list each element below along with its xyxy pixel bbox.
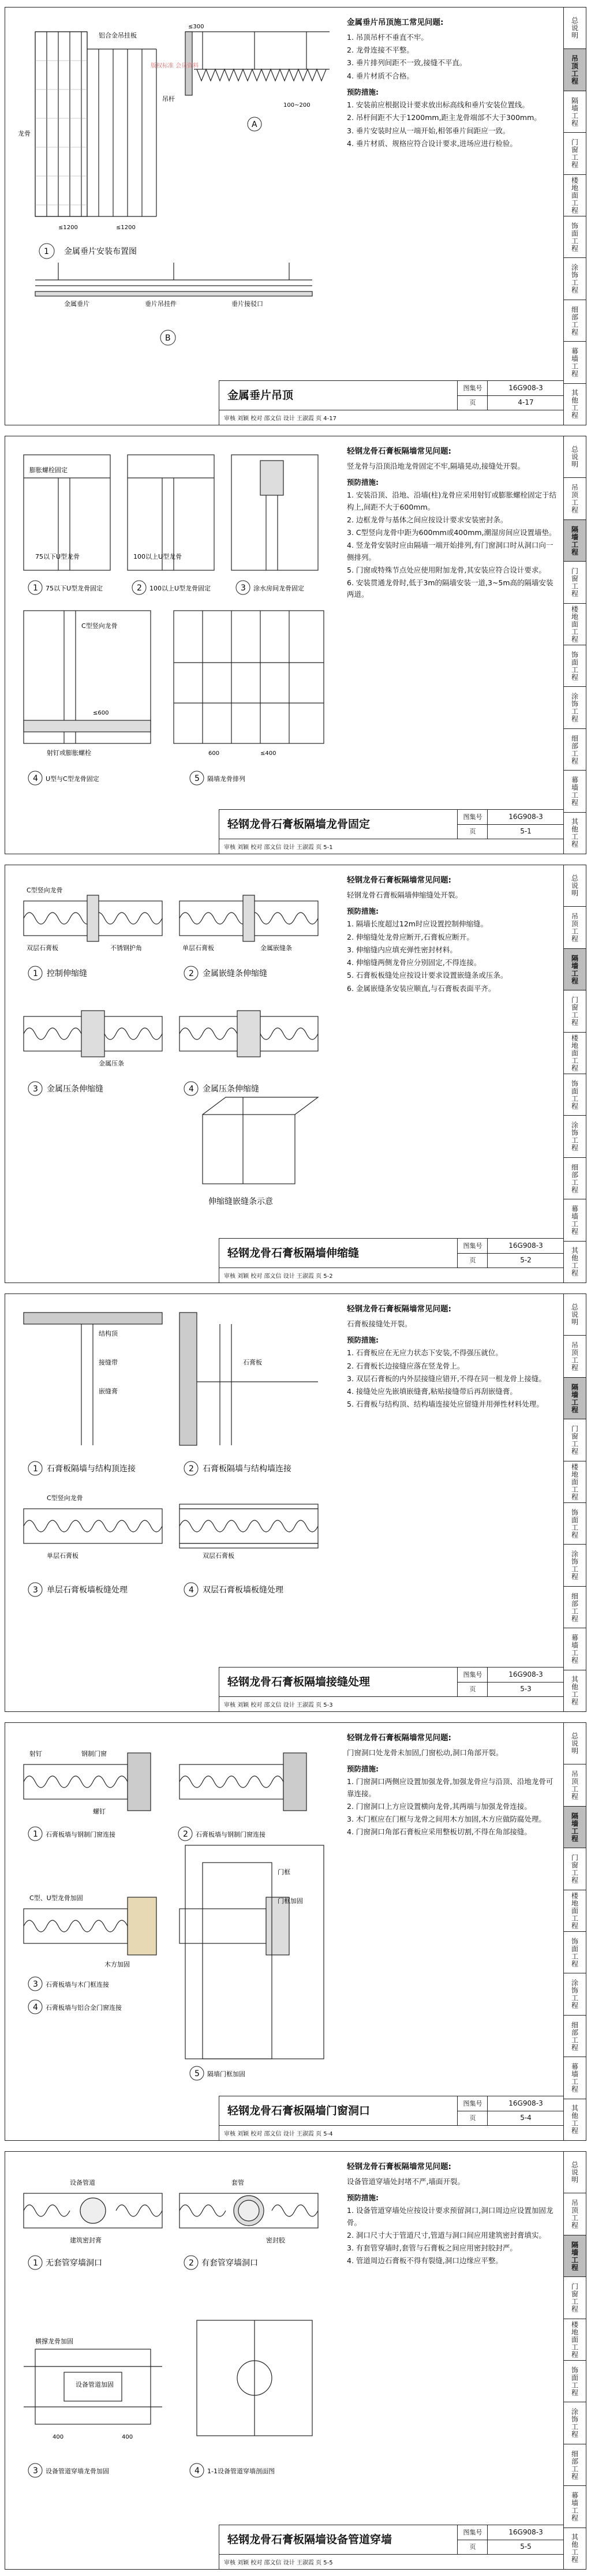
svg-text:3: 3 <box>33 1980 38 1989</box>
s1-note-3: 3. 垂片排列间距不一致,接缝不平直。 <box>347 58 467 68</box>
drawing-sheet-4 <box>5 1293 586 1712</box>
svg-text:2: 2 <box>189 2259 194 2268</box>
s3-label-atlas: 图集号 <box>457 1239 488 1254</box>
svg-text:4: 4 <box>33 2003 38 2012</box>
svg-text:4: 4 <box>189 1085 194 1094</box>
sheet-6-tabs <box>563 2152 586 2569</box>
s5-prevention-2: 2. 门窗洞口上方应设置横向龙骨,其两端与加强龙骨连接。 <box>347 1801 532 1811</box>
sheet-2-drawing <box>12 443 335 804</box>
s2-tab-1: 吊顶工程 <box>564 478 586 519</box>
s4-caption-4: 双层石膏板墙板缝处理 <box>203 1586 283 1595</box>
s1-label-panel: 金属垂片 <box>64 300 89 308</box>
s3-prevention-2: 2. 伸缩缝处龙骨应断开,石膏板应断开。 <box>347 932 474 941</box>
s2-label-page: 页 <box>457 824 488 839</box>
s4-label-single: 单层石膏板 <box>47 1552 78 1560</box>
s1-watermark: 版权标准 会员资料 <box>151 63 199 69</box>
svg-text:2: 2 <box>137 584 142 593</box>
s6-label-seal-paste: 建筑密封膏 <box>70 2237 102 2244</box>
s1-tab-4: 楼地面工程 <box>564 175 586 216</box>
s4-label-page: 页 <box>457 1682 488 1696</box>
s2-prevention-5: 5. 门窗或特殊节点处应使用附加龙骨,其安装应符合设计要求。 <box>347 565 546 574</box>
s4-label-board: 石膏板 <box>243 1359 262 1366</box>
s2-prevention-6: 6. 安装贯通龙骨时,低于3m的隔墙安装一道,3~5m高的隔墙安装两道。 <box>347 578 553 599</box>
sheet-5-figure <box>12 1730 335 2088</box>
s3-tab-3: 门窗工程 <box>564 990 586 1032</box>
s2-label-u75: 75以下U型龙骨 <box>35 553 80 560</box>
s5-caption-3: 石膏板墙与木门框连接 <box>46 1981 109 1988</box>
svg-text:1: 1 <box>33 2259 38 2268</box>
s1-caption-1: 金属垂片安装布置图 <box>64 247 137 256</box>
s1-atlas-no: 16G908-3 <box>487 381 564 396</box>
s4-prevention-5: 5. 石膏板与结构顶、结构墙连接处应留缝并用弹性材料处理。 <box>347 1400 544 1409</box>
s2-tab-9: 其他工程 <box>570 818 579 848</box>
s3-label-single: 单层石膏板 <box>182 944 214 952</box>
s2-label-u100: 100以上U型龙骨 <box>133 553 182 560</box>
s3-caption-1: 控制伸缩缝 <box>47 969 87 978</box>
s2-label-bolt: 膨胀螺栓固定 <box>29 466 68 474</box>
sheet-6-title-block <box>219 2525 564 2569</box>
s5-signature: 审核 刘颖 校对 邵文信 设计 王淑霞 页 5-4 <box>224 2131 333 2137</box>
s6-tab-4: 楼地面工程 <box>564 2319 586 2361</box>
s4-title: 轻钢龙骨石膏板隔墙接缝处理 <box>227 1676 371 1688</box>
s2-tab-8: 幕墙工程 <box>564 771 586 812</box>
s1-label-atlas: 图集号 <box>457 381 488 396</box>
s6-tab-5: 饰面工程 <box>564 2361 586 2402</box>
s4-notes-heading: 轻钢龙骨石膏板隔墙常见问题: <box>347 1304 451 1314</box>
s4-caption-1: 石膏板隔墙与结构顶连接 <box>47 1464 136 1474</box>
svg-text:2: 2 <box>189 969 194 978</box>
sheet-2-figure <box>12 443 335 801</box>
s2-dim-600a: ≤600 <box>93 710 109 716</box>
s6-caption-4: 1-1设备管道穿墙剖面图 <box>207 2467 275 2475</box>
sheet-3-tabs <box>563 865 586 1283</box>
s4-label-atlas: 图集号 <box>457 1668 488 1683</box>
s6-notes-heading: 轻钢龙骨石膏板隔墙常见问题: <box>347 2162 451 2171</box>
s6-title: 轻钢龙骨石膏板隔墙设备管道穿墙 <box>227 2533 392 2546</box>
s4-tab-8: 幕墙工程 <box>564 1628 586 1670</box>
s2-signature: 审核 刘颖 校对 邵文信 设计 王淑霞 页 5-1 <box>224 844 333 851</box>
s2-tab-7: 细部工程 <box>564 729 586 771</box>
s5-tab-5: 饰面工程 <box>564 1932 586 1973</box>
s3-label-c: C型竖向龙骨 <box>27 887 63 894</box>
s5-caption-5: 隔墙门框加固 <box>207 2070 245 2078</box>
svg-text:3: 3 <box>33 1586 38 1595</box>
s2-tab-0: 总说明 <box>564 436 586 478</box>
s1-note-4: 4. 垂片材质不合格。 <box>347 71 414 80</box>
drawing-sheet-5 <box>5 1722 586 2141</box>
s4-label-tape: 接缝带 <box>99 1359 118 1366</box>
s1-prevention-1: 1. 安装前应根据设计要求放出标高线和垂片安装位置线。 <box>347 100 529 110</box>
s5-notes-heading: 轻钢龙骨石膏板隔墙常见问题: <box>347 1733 451 1743</box>
s1-title: 金属垂片吊顶 <box>227 389 294 402</box>
s4-prevention-2: 2. 石膏板长边接缝应落在竖龙骨上。 <box>347 1361 465 1370</box>
svg-text:3: 3 <box>241 584 246 593</box>
s1-tab-3: 门窗工程 <box>564 133 586 174</box>
s6-tab-0: 总说明 <box>564 2152 586 2193</box>
s2-tab-6: 涂饰工程 <box>564 687 586 728</box>
s6-label-page: 页 <box>457 2540 488 2554</box>
s5-label-frame-reinf: 门框加固 <box>278 1897 303 1905</box>
s6-tab-6: 涂饰工程 <box>564 2402 586 2444</box>
s5-note-1: 门窗洞口处龙骨未加固,门窗松动,洞口角部开裂。 <box>347 1748 503 1757</box>
s3-tab-9: 其他工程 <box>570 1247 579 1277</box>
s3-caption-5: 伸缩缝嵌缝条示意 <box>208 1197 273 1206</box>
s3-tab-4: 楼地面工程 <box>564 1033 586 1074</box>
s4-label-filler: 嵌缝膏 <box>99 1388 118 1395</box>
s5-tab-4: 楼地面工程 <box>564 1890 586 1932</box>
s2-label-atlas: 图集号 <box>457 810 488 825</box>
s2-title: 轻钢龙骨石膏板隔墙龙骨固定 <box>227 818 371 831</box>
s6-note-1: 设备管道穿墙处封堵不严,墙面开裂。 <box>347 2177 465 2186</box>
s1-label-rod: 吊杆 <box>162 95 175 103</box>
sheet-5-drawing <box>12 1730 335 2091</box>
s6-label-pipe-reinf: 设备管道加固 <box>76 2381 114 2388</box>
s3-caption-4: 金属压条伸缩缝 <box>203 1085 259 1094</box>
s1-dim-1200-a: ≤1200 <box>58 225 78 231</box>
s6-dim-400b: 400 <box>122 2434 133 2440</box>
sheet-3-drawing <box>12 872 335 1233</box>
s2-caption-3: 涂水房间龙骨固定 <box>253 585 304 592</box>
sheet-3-notes <box>347 874 557 1233</box>
s6-caption-2: 有套管穿墙洞口 <box>201 2259 258 2268</box>
s6-tab-3: 门窗工程 <box>564 2277 586 2319</box>
s5-tab-7: 细部工程 <box>564 2016 586 2057</box>
s4-tab-5: 饰面工程 <box>564 1503 586 1545</box>
svg-text:4: 4 <box>33 774 38 783</box>
s6-prevention-heading: 预防措施: <box>347 2193 379 2203</box>
s2-prevention-heading: 预防措施: <box>347 478 379 487</box>
s1-tab-5: 饰面工程 <box>564 216 586 258</box>
s3-tab-8: 幕墙工程 <box>564 1199 586 1241</box>
s4-label-c: C型竖向龙骨 <box>47 1494 83 1502</box>
s2-notes-heading: 轻钢龙骨石膏板隔墙常见问题: <box>347 447 451 456</box>
s4-caption-2: 石膏板隔墙与结构墙连接 <box>203 1464 291 1474</box>
s2-prevention-4: 4. 竖龙骨安装时应由隔墙一端开始排列,有门窗洞口时从洞口向一侧排列。 <box>347 541 553 562</box>
s2-atlas-no: 16G908-3 <box>487 810 564 825</box>
s4-tab-6: 涂饰工程 <box>564 1545 586 1586</box>
s6-caption-3: 设备管道穿墙龙骨加固 <box>46 2467 109 2475</box>
drawing-sheet-3 <box>5 865 586 1283</box>
s4-tab-3: 门窗工程 <box>564 1419 586 1461</box>
s6-atlas-no: 16G908-3 <box>487 2525 564 2540</box>
s6-label-sealant: 密封胶 <box>266 2237 285 2244</box>
s5-atlas-no: 16G908-3 <box>487 2096 564 2111</box>
s2-tab-4: 楼地面工程 <box>564 604 586 645</box>
sheet-6-notes <box>347 2161 557 2519</box>
s6-prevention-2: 2. 洞口尺寸大于管道尺寸,管道与洞口间应用建筑密封膏填实。 <box>347 2230 546 2239</box>
sheet-5-notes <box>347 1732 557 2091</box>
s1-label-joint: 垂片接驳口 <box>231 300 263 308</box>
svg-text:1: 1 <box>44 247 49 256</box>
s6-caption-1: 无套管穿墙洞口 <box>46 2259 102 2268</box>
s2-label-c: C型竖向龙骨 <box>81 622 118 630</box>
s1-label-hanger-plate: 铝合金吊挂板 <box>99 32 137 39</box>
s2-page-no: 5-1 <box>487 824 564 839</box>
s5-prevention-3: 3. 木门框应在门框与龙骨之间用木方加固,木方应做防腐处理。 <box>347 1815 546 1824</box>
s4-tab-4: 楼地面工程 <box>564 1461 586 1503</box>
s1-dim-1200-b: ≤1200 <box>116 225 136 231</box>
s5-prevention-4: 4. 门窗洞口角部石膏板应采用整板切割,不得在角部接缝。 <box>347 1827 532 1837</box>
s2-caption-2: 100以上U型龙骨固定 <box>149 585 211 592</box>
svg-text:2: 2 <box>189 1464 194 1474</box>
sheet-5-title-block <box>219 2096 564 2140</box>
svg-text:1: 1 <box>33 1464 38 1474</box>
s6-label-pipe: 设备管道 <box>70 2179 95 2186</box>
s5-tab-1: 吊顶工程 <box>564 1764 586 1806</box>
sheet-4-notes <box>347 1303 557 1662</box>
s5-tab-9: 其他工程 <box>570 2104 579 2135</box>
s1-tab-0: 总说明 <box>564 8 586 49</box>
s2-caption-5: 隔墙龙骨排列 <box>207 775 245 783</box>
s6-tab-7: 细部工程 <box>564 2444 586 2486</box>
s1-tab-2: 隔墙工程 <box>564 91 586 133</box>
s6-prevention-3: 3. 有套管穿墙时,套管与石膏板之间应用密封胶封严。 <box>347 2244 517 2253</box>
s3-prevention-4: 4. 伸缩缝两侧龙骨应分别固定,不得连接。 <box>347 958 481 967</box>
s1-label-keel: 龙骨 <box>18 130 31 137</box>
sheet-2-notes <box>347 446 557 804</box>
s4-page-no: 5-3 <box>487 1682 564 1696</box>
s3-title: 轻钢龙骨石膏板隔墙伸缩缝 <box>227 1247 360 1259</box>
s6-tab-2: 隔墙工程 <box>564 2235 586 2277</box>
s3-label-press: 金属压条 <box>99 1060 124 1067</box>
svg-text:1: 1 <box>33 584 38 593</box>
s1-note-2: 2. 龙骨连接不平整。 <box>347 46 414 55</box>
s4-prevention-3: 3. 双层石膏板的内外层接缝应错开,不得在同一根龙骨上接缝。 <box>347 1374 546 1383</box>
s3-note-1: 轻钢龙骨石膏板隔墙伸缩缝处开裂。 <box>347 890 463 899</box>
s1-tab-1: 吊顶工程 <box>564 49 586 91</box>
svg-text:3: 3 <box>33 1085 38 1094</box>
svg-text:1: 1 <box>33 969 38 978</box>
s5-prevention-1: 1. 门窗洞口两侧应设置加强龙骨,加强龙骨应与沿顶、沿地龙骨可靠连接。 <box>347 1777 553 1798</box>
s4-tab-7: 细部工程 <box>564 1587 586 1628</box>
s4-label-top: 结构顶 <box>99 1330 118 1337</box>
s5-label-screw: 螺钉 <box>93 1808 106 1815</box>
s4-tab-2: 隔墙工程 <box>564 1378 586 1419</box>
s1-prevention-2: 2. 吊杆间距不大于1200mm,距主龙骨端部不大于300mm。 <box>347 113 541 122</box>
s6-prevention-1: 1. 设备管道穿墙处应按设计要求预留洞口,洞口周边应设置加固龙骨。 <box>347 2206 553 2227</box>
sheet-1-title-block <box>219 380 564 425</box>
s4-prevention-1: 1. 石膏板应在无应力状态下安装,不得强压就位。 <box>347 1348 503 1358</box>
s5-label-shot: 射钉 <box>29 1750 42 1758</box>
s4-prevention-heading: 预防措施: <box>347 1336 379 1345</box>
s1-note-1: 1. 吊顶吊杆不垂直不牢。 <box>347 32 428 42</box>
sheet-4-drawing <box>12 1301 335 1662</box>
s3-prevention-heading: 预防措施: <box>347 907 379 916</box>
svg-text:3: 3 <box>33 2466 38 2476</box>
s5-label-cu: C型、U型龙骨加固 <box>29 1894 83 1902</box>
s2-prevention-2: 2. 边框龙骨与基体之间应按设计要求安装密封条。 <box>347 515 508 524</box>
s3-tab-0: 总说明 <box>564 865 586 907</box>
s1-prevention-3: 3. 垂片安装时应从一端开始,相邻垂片间距应一致。 <box>347 126 510 135</box>
s5-page-no: 5-4 <box>487 2111 564 2125</box>
s5-tab-0: 总说明 <box>564 1723 586 1764</box>
sheet-4-figure <box>12 1301 335 1659</box>
s2-tab-2: 隔墙工程 <box>564 520 586 562</box>
s3-tab-6: 涂饰工程 <box>564 1116 586 1157</box>
s1-label-panel-clip: 垂片吊挂件 <box>145 300 177 308</box>
s3-page-no: 5-2 <box>487 1253 564 1268</box>
s3-label-page: 页 <box>457 1253 488 1268</box>
s4-tab-9: 其他工程 <box>570 1676 579 1706</box>
s1-signature: 审核 刘颖 校对 邵文信 设计 王淑霞 页 4-17 <box>224 416 336 422</box>
svg-text:2: 2 <box>183 1830 188 1839</box>
s2-tab-5: 饰面工程 <box>564 645 586 687</box>
s1-dim-100-200: 100~200 <box>283 102 311 109</box>
sheet-4-tabs <box>563 1294 586 1711</box>
s3-signature: 审核 刘颖 校对 邵文信 设计 王淑霞 页 5-2 <box>224 1273 333 1280</box>
s6-tab-9: 其他工程 <box>570 2533 579 2564</box>
s3-prevention-6: 6. 金属嵌缝条安装应顺直,与石膏板表面平齐。 <box>347 984 496 993</box>
s2-note-1: 竖龙骨与沿顶沿地龙骨固定不牢,隔墙晃动,接缝处开裂。 <box>347 461 525 470</box>
s5-tab-3: 门窗工程 <box>564 1848 586 1890</box>
s5-prevention-heading: 预防措施: <box>347 1764 379 1774</box>
s5-label-frame: 门框 <box>278 1868 290 1876</box>
sheet-2-tabs <box>563 436 586 854</box>
svg-text:4: 4 <box>194 2466 200 2476</box>
s1-tab-9: 其他工程 <box>570 389 579 420</box>
s6-tab-1: 吊顶工程 <box>564 2193 586 2235</box>
s4-note-1: 石膏板接缝处开裂。 <box>347 1319 412 1328</box>
s3-caption-3: 金属压条伸缩缝 <box>47 1085 103 1094</box>
s1-label-page: 页 <box>457 395 488 410</box>
s5-tab-6: 涂饰工程 <box>564 1973 586 2015</box>
s3-tab-1: 吊顶工程 <box>564 907 586 948</box>
sheet-1-drawing <box>12 14 335 375</box>
s5-label-wood: 木方加固 <box>104 1961 130 1968</box>
sheet-1-notes <box>347 17 557 375</box>
s3-atlas-no: 16G908-3 <box>487 1239 564 1254</box>
sheet-6-drawing <box>12 2159 335 2519</box>
s3-tab-5: 饰面工程 <box>564 1074 586 1116</box>
drawing-sheet-6 <box>5 2151 586 2570</box>
s5-tab-2: 隔墙工程 <box>564 1807 586 1848</box>
s6-label-atlas: 图集号 <box>457 2525 488 2540</box>
s3-tab-2: 隔墙工程 <box>564 949 586 990</box>
s5-tab-8: 幕墙工程 <box>564 2057 586 2099</box>
s3-prevention-3: 3. 伸缩缝内应填充弹性密封材料。 <box>347 945 457 954</box>
drawing-sheet-1 <box>5 7 586 425</box>
s6-tab-8: 幕墙工程 <box>564 2486 586 2528</box>
svg-text:4: 4 <box>189 1586 194 1595</box>
s1-notes-heading: 金属垂片吊顶施工常见问题: <box>347 18 444 27</box>
s6-prevention-4: 4. 管道周边石膏板不得有裂缝,洞口边缘应平整。 <box>347 2256 503 2265</box>
s2-tab-3: 门窗工程 <box>564 562 586 603</box>
s4-prevention-4: 4. 接缝处应先嵌填嵌缝膏,粘贴接缝带后再刮嵌缝膏。 <box>347 1387 517 1396</box>
s4-caption-3: 单层石膏板墙板缝处理 <box>47 1586 128 1595</box>
s1-tab-8: 幕墙工程 <box>564 342 586 383</box>
sheet-3-title-block <box>219 1238 564 1283</box>
s1-tab-7: 细部工程 <box>564 300 586 342</box>
s1-prevention-heading: 预防措施: <box>347 87 379 96</box>
s3-label-strip: 金属嵌缝条 <box>260 944 292 952</box>
s2-prevention-3: 3. C型竖向龙骨中距为600mm或400mm,潮湿房间应设置墙垫。 <box>347 528 556 537</box>
s6-signature: 审核 刘颖 校对 邵文信 设计 王淑霞 页 5-5 <box>224 2560 333 2566</box>
s3-notes-heading: 轻钢龙骨石膏板隔墙常见问题: <box>347 876 451 885</box>
s6-dim-400a: 400 <box>53 2434 64 2440</box>
s1-prevention-4: 4. 垂片材质、规格应符合设计要求,进场应进行检验。 <box>347 139 517 148</box>
s1-dim-300: ≤300 <box>188 24 204 30</box>
sheet-6-figure <box>12 2159 335 2517</box>
s2-caption-1: 75以下U型龙骨固定 <box>46 585 103 592</box>
s3-caption-2: 金属嵌缝条伸缩缝 <box>203 969 267 978</box>
s3-tab-7: 细部工程 <box>564 1158 586 1199</box>
sheet-4-title-block <box>219 1667 564 1711</box>
s5-label-steel: 钢制门窗 <box>81 1750 107 1758</box>
s5-caption-4: 石膏板墙与铝合金门窗连接 <box>46 2004 122 2012</box>
s4-tab-1: 吊顶工程 <box>564 1336 586 1377</box>
s5-label-atlas: 图集号 <box>457 2096 488 2111</box>
s2-caption-4: U型与C型龙骨固定 <box>46 775 99 783</box>
s1-page-no: 4-17 <box>487 395 564 410</box>
s5-caption-1: 石膏板墙与钢制门窗连接 <box>46 1831 115 1838</box>
sheet-5-tabs <box>563 1723 586 2140</box>
s2-prevention-1: 1. 安装沿顶、沿地、沿墙(柱)龙骨应采用射钉或膨胀螺栓固定于结构上,间距不大于600mm。 <box>347 491 557 511</box>
s3-prevention-1: 1. 隔墙长度超过12m时应设置控制伸缩缝。 <box>347 919 488 929</box>
s4-signature: 审核 刘颖 校对 邵文信 设计 王淑霞 页 5-3 <box>224 1702 333 1708</box>
s4-label-double: 双层石膏板 <box>203 1552 234 1560</box>
s5-title: 轻钢龙骨石膏板隔墙门窗洞口 <box>227 2104 371 2117</box>
svg-text:5: 5 <box>194 2069 200 2078</box>
s2-dim-400: ≤400 <box>260 750 276 757</box>
s4-tab-0: 总说明 <box>564 1294 586 1336</box>
sheet-2-title-block <box>219 809 564 854</box>
s2-dim-600: 600 <box>208 750 220 757</box>
s6-label-brace: 横撑龙骨加固 <box>35 2338 73 2345</box>
s5-label-page: 页 <box>457 2111 488 2125</box>
s4-atlas-no: 16G908-3 <box>487 1668 564 1683</box>
sheet-3-figure <box>12 872 335 1230</box>
s5-caption-2: 石膏板墙与钢制门窗连接 <box>196 1831 265 1838</box>
svg-text:A: A <box>252 120 257 129</box>
s6-page-no: 5-5 <box>487 2540 564 2554</box>
s3-label-double: 双层石膏板 <box>27 944 58 952</box>
svg-text:5: 5 <box>194 774 200 783</box>
s2-label-shot: 射钉或膨胀螺栓 <box>47 749 91 757</box>
svg-text:1: 1 <box>33 1830 38 1839</box>
s6-label-sleeve: 套管 <box>231 2179 244 2186</box>
s3-prevention-5: 5. 石膏板板缝处应按设计要求设置嵌缝条或压条。 <box>347 971 508 980</box>
drawing-sheet-2 <box>5 436 586 854</box>
sheet-1-tabs <box>563 8 586 425</box>
svg-text:B: B <box>165 334 171 343</box>
s1-tab-6: 涂饰工程 <box>564 258 586 300</box>
s3-label-corner: 不锈钢护角 <box>110 944 142 952</box>
